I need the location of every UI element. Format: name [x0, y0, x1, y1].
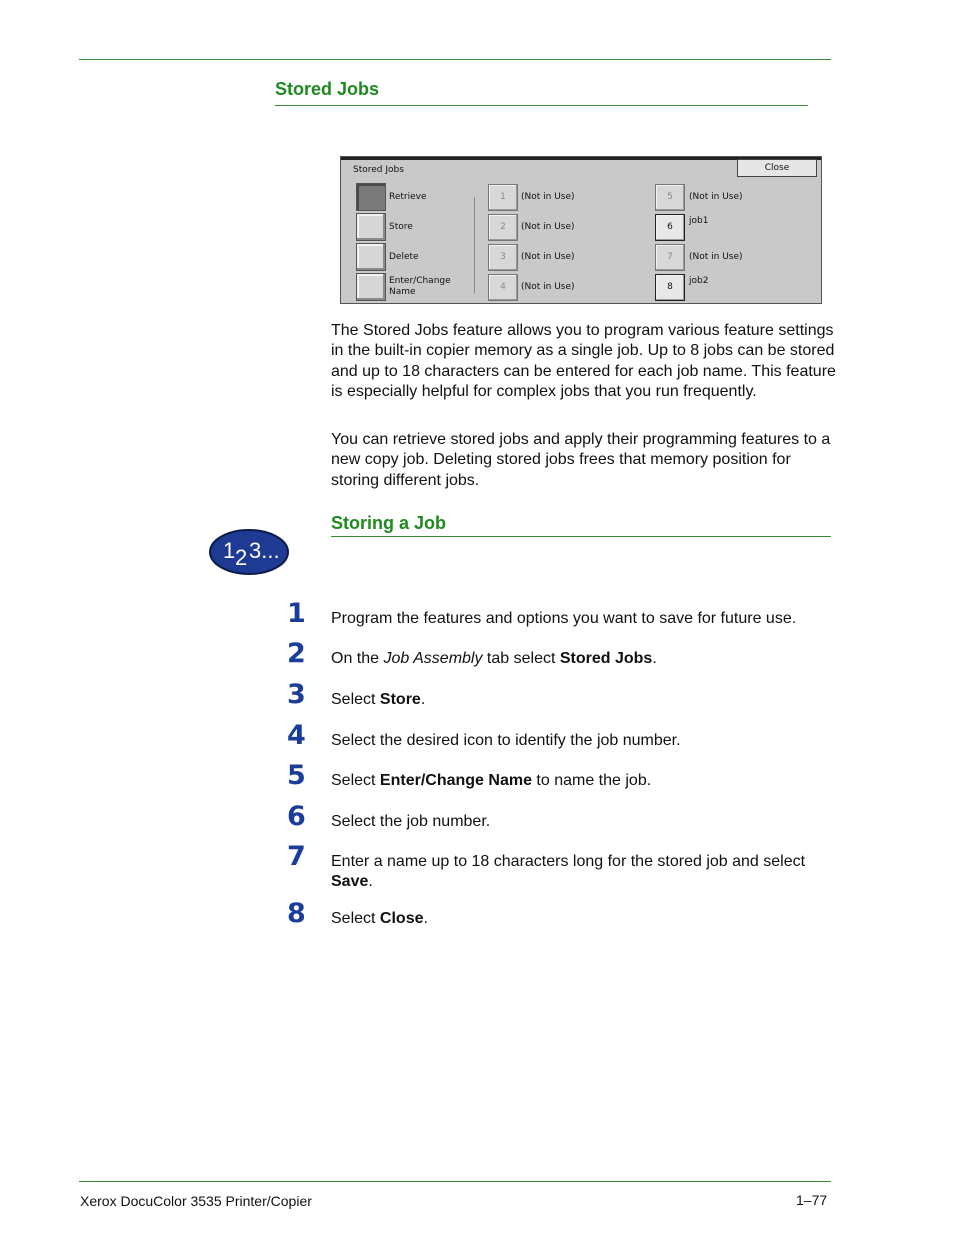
step-number: 5 — [287, 760, 306, 791]
retrieve-option-label: Retrieve — [389, 192, 427, 202]
job-4-name: (Not in Use) — [521, 282, 575, 292]
badge-digit-3: 3... — [249, 538, 280, 563]
step-text-part: On the — [331, 650, 384, 667]
step-text-part: Enter a name up to 18 characters long for the stored job and select — [331, 853, 806, 870]
intro-paragraph-2: You can retrieve stored jobs and apply their programming features to a new copy job. Deleting stored jobs frees that memory position for storing different jobs. — [331, 431, 831, 489]
job-8-name: job2 — [689, 276, 709, 286]
step-text-part: . — [652, 650, 657, 667]
step-text-bold: Store — [379, 691, 421, 708]
job-7-button[interactable]: 7 — [655, 244, 685, 271]
badge-digit-2: 2 — [235, 545, 248, 570]
job-5-name: (Not in Use) — [689, 192, 743, 202]
step-text-part: Select — [331, 772, 380, 789]
job-1-name: (Not in Use) — [521, 192, 575, 202]
delete-option-label: Delete — [389, 252, 419, 262]
screen-divider — [474, 197, 475, 293]
step-number: 7 — [287, 841, 306, 872]
job-1-button[interactable]: 1 — [488, 184, 518, 211]
footer-page-number: 1–77 — [796, 1192, 828, 1208]
step-text-bold: Stored Jobs — [559, 650, 653, 667]
step-text: Select the desired icon to identify the job number. — [331, 732, 681, 749]
step-number: 1 — [287, 598, 306, 629]
footer-product-name: Xerox DocuColor 3535 Printer/Copier — [80, 1193, 312, 1209]
step-text-bold: Save — [331, 873, 369, 890]
step-text-part: . — [423, 910, 428, 927]
retrieve-option-button[interactable] — [356, 183, 386, 211]
step-text — [331, 852, 836, 892]
step-number: 4 — [287, 720, 306, 751]
step-number: 2 — [287, 638, 306, 669]
step-number: 3 — [287, 679, 306, 710]
store-option-button[interactable] — [356, 213, 386, 241]
step-number: 8 — [287, 898, 306, 929]
step-text-part: to name the job. — [531, 772, 652, 789]
step-number: 6 — [287, 801, 306, 832]
step-text: Select the job number. — [331, 813, 491, 830]
job-3-button[interactable]: 3 — [488, 244, 518, 271]
step-text-part: Select — [331, 910, 380, 927]
subsection-title: Storing a Job — [331, 513, 447, 533]
section-title: Stored Jobs — [275, 79, 380, 99]
job-4-button[interactable]: 4 — [488, 274, 518, 301]
top-rule — [79, 59, 831, 60]
close-button[interactable]: Close — [737, 159, 817, 177]
step-text-part: Select — [331, 691, 380, 708]
step-text — [331, 909, 836, 929]
section-title-rule — [275, 105, 808, 106]
step-text — [331, 771, 836, 791]
stored-jobs-screen — [340, 156, 822, 304]
job-2-name: (Not in Use) — [521, 222, 575, 232]
screen-title: Stored Jobs — [353, 165, 404, 175]
subsection-title-rule — [331, 536, 831, 537]
step-text-part: . — [420, 691, 426, 708]
step-text — [331, 649, 836, 669]
steps-badge-icon — [209, 529, 289, 575]
job-6-name: job1 — [689, 216, 709, 226]
step-text: Program the features and options you want to save for future use. — [331, 610, 797, 627]
badge-digit-1: 1 — [223, 538, 236, 563]
step-text-part: . — [368, 873, 373, 890]
job-6-button[interactable]: 6 — [655, 214, 685, 241]
footer-rule — [79, 1181, 831, 1182]
job-3-name: (Not in Use) — [521, 252, 575, 262]
step-text-part: tab select — [482, 650, 560, 667]
step-text-bold: Close — [379, 910, 424, 927]
step-text — [331, 690, 836, 710]
delete-option-button[interactable] — [356, 243, 386, 271]
step-text-bold: Enter/Change Name — [379, 772, 532, 789]
step-text-italic: Job Assembly — [383, 650, 483, 667]
job-5-button[interactable]: 5 — [655, 184, 685, 211]
job-2-button[interactable]: 2 — [488, 214, 518, 241]
enter-change-name-option-button[interactable] — [356, 273, 386, 301]
intro-paragraph-1: The Stored Jobs feature allows you to program various feature settings in the built-in copier memory as a single job. Up to 8 jobs can be stored and up to 18 characters can be entered for each job name. This feature is especially helpful for complex jobs that you run frequently. — [331, 322, 836, 400]
job-8-button[interactable]: 8 — [655, 274, 685, 301]
store-option-label: Store — [389, 222, 413, 232]
job-7-name: (Not in Use) — [689, 252, 743, 262]
enter-change-name-option-label: Enter/Change Name — [389, 276, 451, 297]
